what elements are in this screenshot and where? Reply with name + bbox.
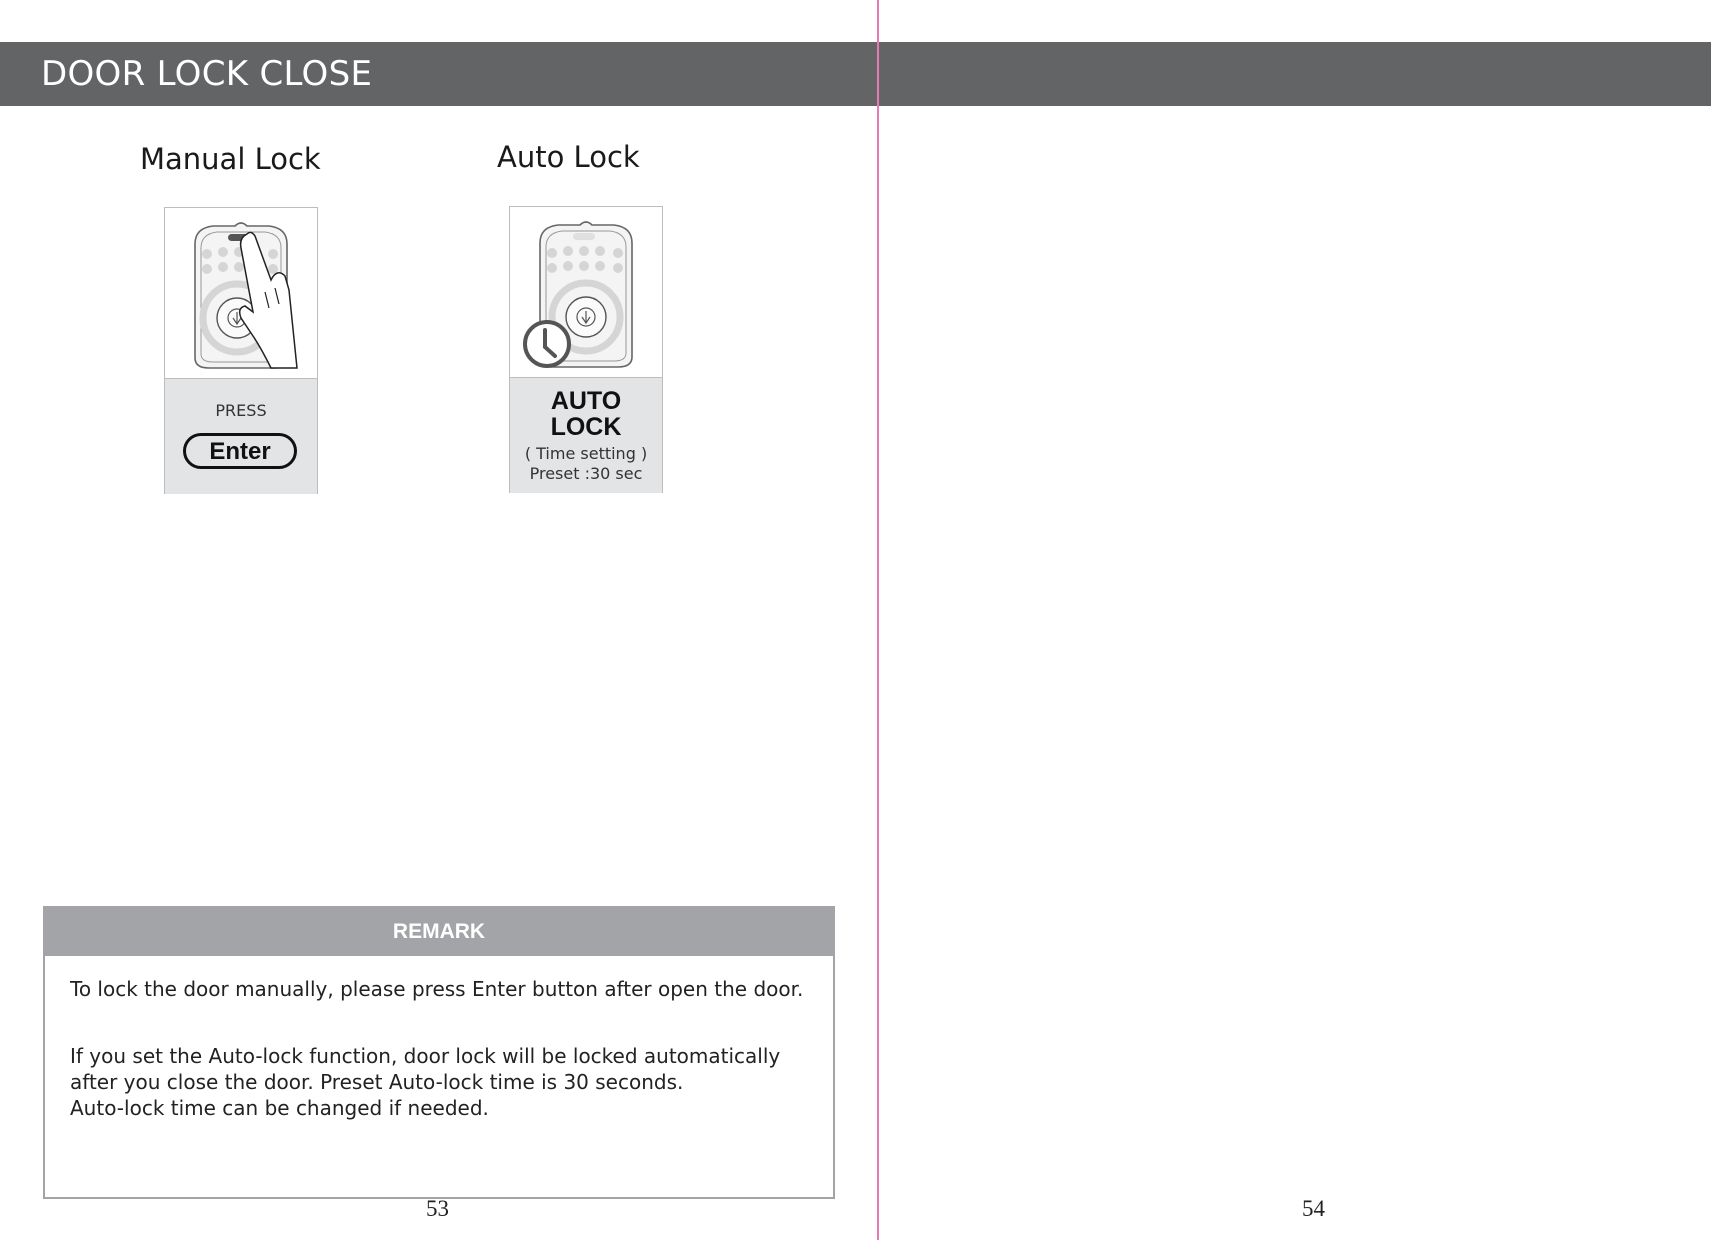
- remark-line-2: If you set the Auto-lock function, door lock will be locked automatically: [70, 1044, 781, 1068]
- preset-label: Preset :30 sec: [529, 464, 643, 483]
- press-label: PRESS: [215, 401, 267, 420]
- page-divider: [877, 0, 879, 1240]
- remark-line-1: To lock the door manually, please press Enter button after open the door.: [70, 977, 804, 1001]
- remark-line-3: after you close the door. Preset Auto-lock time is 30 seconds.: [70, 1070, 684, 1094]
- manual-lock-title: Manual Lock: [140, 142, 321, 176]
- auto-lock-label-line1: AUTO: [550, 387, 622, 415]
- auto-lock-card: [509, 206, 663, 493]
- clock-icon: [521, 318, 573, 370]
- manual-lock-illustration: [165, 208, 317, 378]
- page-number-right: 54: [1302, 1196, 1325, 1221]
- time-setting-label: ( Time setting ): [524, 444, 648, 463]
- auto-lock-title: Auto Lock: [497, 140, 640, 174]
- enter-button: Enter: [183, 433, 297, 469]
- page-title: DOOR LOCK CLOSE: [41, 54, 373, 94]
- remark-box: [43, 906, 835, 1199]
- manual-lock-instruction: [165, 378, 317, 494]
- page-number-left: 53: [426, 1196, 449, 1221]
- auto-lock-label-line2: LOCK: [550, 413, 622, 441]
- auto-lock-info: [510, 377, 662, 493]
- remark-heading: REMARK: [45, 908, 833, 956]
- manual-lock-card: [164, 207, 318, 494]
- remark-line-4: Auto-lock time can be changed if needed.: [70, 1096, 489, 1120]
